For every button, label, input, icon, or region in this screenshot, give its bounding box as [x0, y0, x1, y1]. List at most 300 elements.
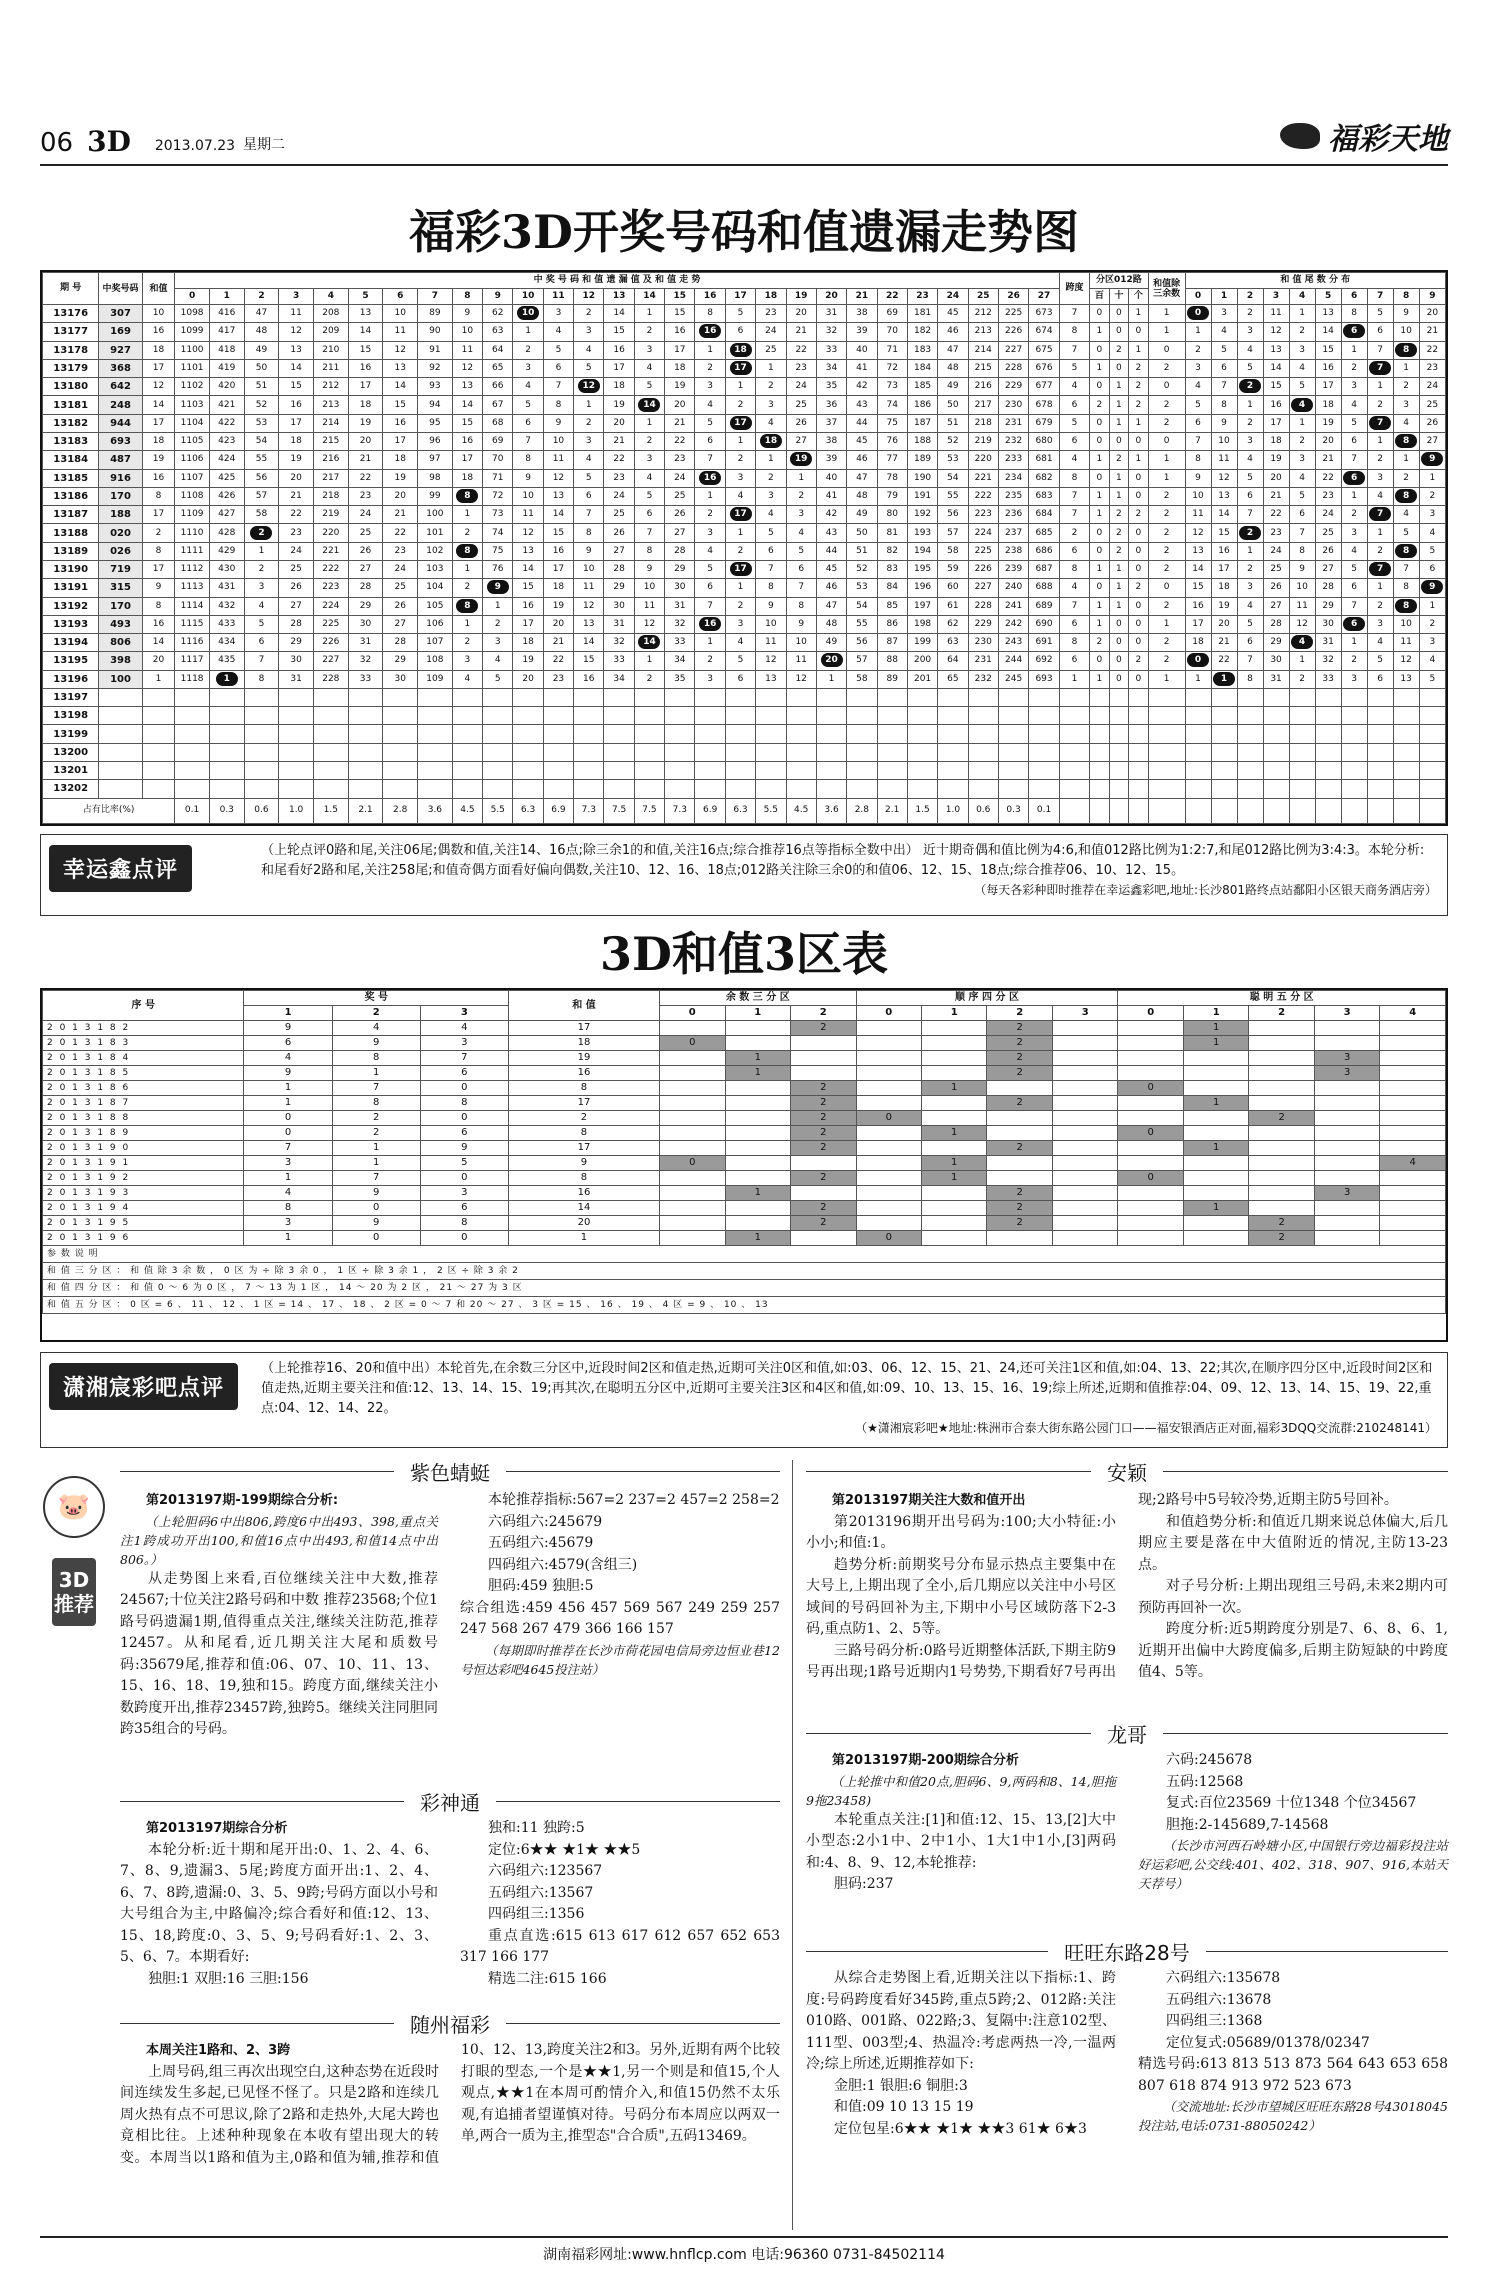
zone-g3-hit: 1	[1183, 1036, 1248, 1051]
tail-cell: 2	[1393, 469, 1419, 487]
sum-miss-cell: 21	[665, 414, 695, 432]
zone-row	[43, 1066, 1446, 1081]
sum-miss-cell: 50	[244, 359, 279, 377]
mod3-cell: 1	[1148, 323, 1185, 341]
sum-miss-cell: 221	[313, 542, 348, 560]
sum-miss-cell: 216	[968, 378, 998, 396]
sum-miss-cell: 188	[907, 432, 937, 450]
sum-miss-cell	[209, 762, 244, 780]
tail-cell: 4	[1393, 506, 1419, 524]
ratio-blank	[1289, 798, 1315, 823]
sum-miss-cell: 25	[279, 560, 314, 578]
sum-miss-cell: 25	[348, 524, 383, 542]
sum-miss-cell	[665, 780, 695, 798]
tail-cell: 8	[1185, 451, 1211, 469]
tail-cell	[1419, 451, 1445, 469]
zone-digit-cell: 9	[332, 1036, 420, 1051]
sum-miss-cell: 41	[847, 359, 877, 377]
zone-g3-col-0: 0	[1118, 1006, 1183, 1021]
tail-cell: 6	[1185, 414, 1211, 432]
sum-miss-cell: 35	[665, 670, 695, 688]
zone-g3-cell	[1380, 1096, 1446, 1111]
sum-miss-cell	[513, 725, 543, 743]
zone-g1-hit: 2	[791, 1111, 857, 1126]
period-cell: 13198	[43, 707, 99, 725]
sum-miss-cell	[847, 762, 877, 780]
zone-digit-cell: 0	[332, 1231, 420, 1246]
wangwang-r5: 精选号码:613 813 513 873 564 643 653 658 807 618 874 913 972 523 673	[1138, 2056, 1448, 2094]
sum-miss-cell: 3	[695, 378, 725, 396]
sum-miss-cell: 8	[786, 597, 816, 615]
mod3-cell	[1148, 743, 1185, 761]
sum-miss-cell: 235	[998, 487, 1028, 505]
div-cell: 2	[1109, 542, 1129, 560]
tail-cell: 3	[1237, 432, 1263, 450]
tail-cell: 6	[1211, 359, 1237, 377]
sum-miss-cell: 417	[209, 323, 244, 341]
sum-miss-cell: 1116	[175, 634, 210, 652]
sum-miss-cell	[574, 688, 604, 706]
sum-miss-cell: 46	[816, 579, 846, 597]
span-cell: 7	[1059, 305, 1089, 323]
tail-cell: 11	[1185, 506, 1211, 524]
zone-sum-cell: 8	[508, 1171, 659, 1186]
tail-cell: 3	[1419, 506, 1445, 524]
zone-g1-hit: 0	[660, 1156, 725, 1171]
longge-name: 龙哥	[1107, 1722, 1147, 1747]
sum-miss-cell: 100	[418, 506, 453, 524]
sum-miss-cell: 32	[348, 652, 383, 670]
zone-g1-cell	[660, 1051, 725, 1066]
zone-g3-hit: 3	[1314, 1051, 1379, 1066]
sum-miss-cell: 15	[604, 323, 634, 341]
sum-miss-cell: 92	[418, 359, 453, 377]
sum-miss-cell: 27	[348, 560, 383, 578]
wangwang-analysis: 从综合走势图上看,近期关注以下指标:1、跨度:号码跨度看好345跨,重点5跨;2、012路:关注010路、001路、022路;3、复隔中:注意102型、111型、003型;4、热温冷:考虑两热一冷,一温两冷;综上所述,近期推荐如下:	[806, 1970, 1116, 2072]
sum-miss-cell: 226	[998, 323, 1028, 341]
sum-miss-cell: 3	[483, 634, 513, 652]
sum-miss-cell: 682	[1029, 469, 1060, 487]
sum-miss-cell: 73	[483, 506, 513, 524]
hit-marker: 16	[699, 324, 721, 338]
prize-cell: 368	[99, 359, 142, 377]
sum-miss-cell: 5	[695, 560, 725, 578]
zone-digit-cell: 8	[332, 1096, 420, 1111]
sum-miss-cell: 13	[348, 305, 383, 323]
tail-cell	[1211, 762, 1237, 780]
tail-cell: 2	[1237, 414, 1263, 432]
wangwang-r2: 五码组六:13678	[1166, 1991, 1272, 2008]
zone-g3-cell	[1118, 1111, 1183, 1126]
tail-cell: 2	[1289, 323, 1315, 341]
sum-miss-cell: 220	[968, 451, 998, 469]
zone-g2-hit: 2	[987, 1036, 1052, 1051]
ratio-cell: 3.6	[418, 798, 453, 823]
sum-miss-cell: 18	[604, 378, 634, 396]
sum-miss-cell	[725, 762, 755, 780]
sum-miss-cell: 211	[313, 359, 348, 377]
sum-miss-cell	[938, 780, 968, 798]
sum-miss-cell: 4	[244, 597, 279, 615]
mascot-icon: 🐷	[43, 1476, 105, 1538]
mod3-cell: 0	[1148, 341, 1185, 359]
div-cell: 1	[1090, 323, 1110, 341]
sum-miss-cell	[209, 670, 244, 688]
span-cell: 4	[1059, 579, 1089, 597]
tail-cell: 15	[1211, 524, 1237, 542]
sum-miss-cell	[313, 725, 348, 743]
sum-cell	[142, 688, 175, 706]
sum-miss-cell: 201	[907, 670, 937, 688]
div-cell: 0	[1090, 469, 1110, 487]
div-cell: 0	[1129, 469, 1149, 487]
sum-miss-cell	[244, 524, 279, 542]
sum-miss-cell	[574, 780, 604, 798]
sum-cell: 9	[142, 579, 175, 597]
zone-digit-cell: 1	[244, 1231, 332, 1246]
zone-g3-hit: 1	[1183, 1141, 1248, 1156]
ratio-blank	[1263, 798, 1289, 823]
zone-g2-cell	[856, 1021, 921, 1036]
sum-miss-cell: 234	[998, 469, 1028, 487]
tail-cell: 13	[1185, 542, 1211, 560]
tail-cell: 15	[1315, 341, 1341, 359]
sum-miss-cell: 24	[604, 487, 634, 505]
hit-marker: 0	[1187, 653, 1209, 667]
sum-miss-cell	[816, 688, 846, 706]
sum-miss-cell: 9	[574, 542, 604, 560]
wangwang-heading	[806, 1938, 1448, 1964]
sum-miss-cell: 2	[513, 341, 543, 359]
span-cell: 6	[1059, 615, 1089, 633]
tail-cell: 11	[1393, 634, 1419, 652]
trend-row	[43, 396, 1446, 414]
sum-miss-cell: 688	[1029, 579, 1060, 597]
sum-miss-cell: 14	[383, 378, 418, 396]
tail-cell: 5	[1341, 560, 1367, 578]
sum-miss-cell: 42	[816, 506, 846, 524]
sum-miss-cell: 420	[209, 378, 244, 396]
sum-miss-cell: 60	[938, 579, 968, 597]
longge-analysis: 本轮重点关注:[1]和值:12、15、13,[2]大中小型态:2小1中、2中1小、1大1中1小,[3]两码和:4、8、9、12,本轮推荐:	[806, 1811, 1116, 1871]
zone-g3-cell	[1249, 1096, 1314, 1111]
sum-miss-cell	[279, 780, 314, 798]
zone-g1-hit: 1	[725, 1066, 790, 1081]
sum-miss-cell: 435	[209, 652, 244, 670]
sum-miss-cell: 674	[1029, 323, 1060, 341]
hit-marker: 18	[730, 343, 752, 357]
period-cell: 13193	[43, 615, 99, 633]
sum-miss-cell: 7	[634, 524, 664, 542]
tail-cell: 21	[1315, 451, 1341, 469]
tail-cell	[1263, 762, 1289, 780]
zone-g2-hit: 2	[987, 1141, 1052, 1156]
sum-miss-cell: 34	[604, 670, 634, 688]
trend-row	[43, 688, 1446, 706]
ratio-blank	[1148, 798, 1185, 823]
zone-g2-cell	[922, 1066, 987, 1081]
sum-miss-cell: 1108	[175, 487, 210, 505]
zone-digit-cell: 0	[244, 1126, 332, 1141]
zone-digit-cell: 7	[332, 1171, 420, 1186]
zone-sum-cell: 8	[508, 1126, 659, 1141]
sum-col-8: 8	[452, 289, 482, 305]
sum-col-26: 26	[998, 289, 1028, 305]
sum-miss-cell: 10	[574, 560, 604, 578]
zone-sum-cell: 1	[508, 1231, 659, 1246]
sum-miss-cell: 430	[209, 560, 244, 578]
sum-miss-cell: 66	[483, 378, 513, 396]
period-cell: 13196	[43, 670, 99, 688]
zone-g3-cell	[1118, 1186, 1183, 1201]
sum-miss-cell	[313, 707, 348, 725]
sum-miss-cell: 31	[348, 634, 383, 652]
zone-g3-hit: 2	[1249, 1216, 1314, 1231]
tail-cell: 6	[1237, 634, 1263, 652]
sum-miss-cell: 27	[665, 524, 695, 542]
ratio-cell: 0.6	[244, 798, 279, 823]
trend-row	[43, 597, 1446, 615]
sum-miss-cell: 13	[279, 341, 314, 359]
tail-cell	[1419, 688, 1445, 706]
tail-cell: 26	[1419, 414, 1445, 432]
zone-g2-col-1: 1	[922, 1006, 987, 1021]
sum-miss-cell	[483, 762, 513, 780]
tail-cell: 7	[1237, 652, 1263, 670]
tail-cell	[1211, 780, 1237, 798]
period-cell: 13199	[43, 725, 99, 743]
lucky-badge: 幸运鑫点评	[49, 845, 192, 892]
tail-cell	[1315, 707, 1341, 725]
sum-miss-cell: 20	[543, 615, 573, 633]
sum-miss-cell: 99	[418, 487, 453, 505]
sum-miss-cell: 187	[907, 414, 937, 432]
period-cell: 13202	[43, 780, 99, 798]
zone-g3-cell	[1249, 1171, 1314, 1186]
tail-cell	[1393, 743, 1419, 761]
sum-miss-cell	[513, 762, 543, 780]
tail-cell: 8	[1393, 579, 1419, 597]
caishen-heading	[120, 1788, 780, 1814]
sum-miss-cell: 49	[847, 506, 877, 524]
sum-col-13: 13	[604, 289, 634, 305]
span-cell: 5	[1059, 414, 1089, 432]
sum-miss-cell: 1	[634, 305, 664, 323]
sum-miss-cell	[695, 615, 725, 633]
tail-cell	[1289, 707, 1315, 725]
longge-r4: 胆拖:2-145689,7-14568	[1166, 1816, 1329, 1833]
sum-miss-cell: 12	[574, 597, 604, 615]
sum-miss-cell	[695, 762, 725, 780]
tail-col-2: 2	[1237, 289, 1263, 305]
tail-cell	[1341, 725, 1367, 743]
sum-miss-cell: 61	[938, 597, 968, 615]
sum-miss-cell: 17	[348, 378, 383, 396]
sum-miss-cell: 1114	[175, 597, 210, 615]
zone-g1-hit: 1	[725, 1231, 790, 1246]
zise-index: 本轮推荐指标:567=2 237=2 457=2 258=2	[488, 1492, 780, 1508]
tail-cell: 10	[1289, 579, 1315, 597]
sum-cell: 18	[142, 341, 175, 359]
tail-cell	[1185, 652, 1211, 670]
tail-cell	[1185, 743, 1211, 761]
zone-g3-cell	[1314, 1201, 1379, 1216]
sum-miss-cell: 31	[665, 597, 695, 615]
tail-cell: 14	[1315, 323, 1341, 341]
tail-cell: 7	[1393, 560, 1419, 578]
div-cell: 0	[1090, 652, 1110, 670]
span-cell: 4	[1059, 378, 1089, 396]
div-cell	[1090, 688, 1110, 706]
zone-digit-cell: 0	[420, 1231, 508, 1246]
prize-cell: 248	[99, 396, 142, 414]
trend-row	[43, 725, 1446, 743]
sum-miss-cell: 33	[348, 670, 383, 688]
zone-g2-hit: 1	[922, 1081, 987, 1096]
sum-miss-cell	[938, 743, 968, 761]
period-cell: 13190	[43, 560, 99, 578]
span-cell	[1059, 688, 1089, 706]
tail-cell: 7	[1185, 432, 1211, 450]
sum-miss-cell: 22	[279, 506, 314, 524]
zone-g3-cell	[1183, 1066, 1248, 1081]
sum-miss-cell: 245	[998, 670, 1028, 688]
zone-g2-hit: 2	[987, 1096, 1052, 1111]
zise-right-col	[460, 1490, 780, 1679]
tail-cell: 5	[1185, 396, 1211, 414]
prize-cell: 806	[99, 634, 142, 652]
tail-cell	[1367, 725, 1393, 743]
sum-miss-cell: 223	[313, 579, 348, 597]
sum-miss-cell: 57	[244, 487, 279, 505]
tail-col-8: 8	[1393, 289, 1419, 305]
period-cell: 13197	[43, 688, 99, 706]
tail-cell	[1289, 396, 1315, 414]
sum-miss-cell: 3	[574, 432, 604, 450]
mod3-cell: 2	[1148, 634, 1185, 652]
zone-g3-hit: 2	[1249, 1231, 1314, 1246]
sum-col-9: 9	[483, 289, 513, 305]
sum-miss-cell: 42	[847, 378, 877, 396]
anying-p5: 对子号分析:上期出现组三号码,未来2期内可预防再回补一次。	[1138, 1578, 1448, 1616]
span-cell	[1059, 725, 1089, 743]
zone-g1-cell	[725, 1021, 790, 1036]
sum-miss-cell: 97	[418, 451, 453, 469]
sum-miss-cell: 1	[244, 542, 279, 560]
ratio-blank	[1367, 798, 1393, 823]
div-cell: 2	[1109, 524, 1129, 542]
hit-marker: 7	[1369, 507, 1391, 521]
sum-miss-cell: 195	[907, 560, 937, 578]
sum-miss-cell: 56	[938, 506, 968, 524]
zone-digit-cell: 1	[244, 1171, 332, 1186]
longge-title: 第2013197期-200期综合分析	[832, 1753, 1019, 1768]
sum-miss-cell: 240	[998, 579, 1028, 597]
sum-miss-cell: 37	[816, 414, 846, 432]
sum-miss-cell	[483, 707, 513, 725]
tail-cell: 5	[1237, 615, 1263, 633]
hit-marker: 6	[1343, 471, 1365, 485]
anying-p2: 趋势分析:前期奖号分布显示热点主要集中在大号上,上期出现了全小,后几期应以关注中小号区域间的号码回补为主,下期中小号区域防落下2-3码,重点防1、2、5等。	[806, 1556, 1116, 1637]
sum-cell: 14	[142, 634, 175, 652]
zone-footnote-row	[43, 1280, 1446, 1297]
zone-g1-cell	[725, 1141, 790, 1156]
zone-g3-hit: 1	[1183, 1096, 1248, 1111]
tail-cell: 2	[1289, 670, 1315, 688]
zone-g3-cell	[1183, 1216, 1248, 1231]
trend-row	[43, 487, 1446, 505]
sum-miss-cell: 58	[938, 542, 968, 560]
span-cell: 6	[1059, 432, 1089, 450]
sum-cell: 8	[142, 597, 175, 615]
sum-miss-cell: 676	[1029, 359, 1060, 377]
sum-miss-cell: 17	[543, 560, 573, 578]
sum-miss-cell: 673	[1029, 305, 1060, 323]
brand-logo	[1280, 114, 1448, 158]
sum-miss-cell: 243	[998, 634, 1028, 652]
sum-miss-cell: 19	[543, 597, 573, 615]
span-cell: 7	[1059, 506, 1089, 524]
tail-cell: 5	[1211, 341, 1237, 359]
sum-miss-cell: 4	[725, 487, 755, 505]
sum-cell: 16	[142, 469, 175, 487]
zone-period-cell: 2 0 1 3 1 9 5	[43, 1216, 244, 1231]
tail-cell: 14	[1263, 359, 1289, 377]
tail-cell	[1237, 688, 1263, 706]
tail-cell: 5	[1289, 487, 1315, 505]
sum-miss-cell	[756, 725, 786, 743]
sum-miss-cell	[816, 725, 846, 743]
tail-cell: 1	[1419, 469, 1445, 487]
sum-miss-cell: 5	[634, 487, 664, 505]
sum-miss-cell	[756, 743, 786, 761]
mod3-cell: 1	[1148, 469, 1185, 487]
sum-cell: 17	[142, 506, 175, 524]
div-cell: 0	[1090, 432, 1110, 450]
tail-cell: 1	[1341, 487, 1367, 505]
hit-marker: 17	[730, 416, 752, 430]
sum-miss-cell	[383, 688, 418, 706]
sum-miss-cell: 46	[938, 323, 968, 341]
sum-miss-cell: 1	[634, 414, 664, 432]
tail-cell: 21	[1211, 634, 1237, 652]
sum-miss-cell: 189	[907, 451, 937, 469]
tail-cell	[1419, 707, 1445, 725]
sum-miss-cell	[175, 762, 210, 780]
sum-miss-cell: 102	[418, 542, 453, 560]
sum-miss-cell	[209, 780, 244, 798]
mod3-cell: 2	[1148, 414, 1185, 432]
sum-miss-cell: 1	[786, 469, 816, 487]
tail-cell: 3	[1367, 469, 1393, 487]
wangwang-r1: 六码组六:135678	[1166, 1970, 1281, 1986]
sum-miss-cell	[209, 688, 244, 706]
sum-miss-cell: 31	[816, 305, 846, 323]
sum-miss-cell	[725, 780, 755, 798]
sum-miss-cell: 14	[279, 359, 314, 377]
span-cell: 6	[1059, 542, 1089, 560]
sum-miss-cell: 6	[756, 542, 786, 560]
sum-miss-cell: 5	[756, 524, 786, 542]
sum-miss-cell: 13	[383, 359, 418, 377]
sum-miss-cell: 29	[383, 652, 418, 670]
sum-miss-cell	[907, 743, 937, 761]
zone-g3-cell	[1183, 1156, 1248, 1171]
sum-miss-cell: 223	[968, 506, 998, 524]
tail-cell	[1185, 725, 1211, 743]
tail-cell: 23	[1263, 524, 1289, 542]
zone-col-sum: 和 值	[508, 991, 659, 1021]
